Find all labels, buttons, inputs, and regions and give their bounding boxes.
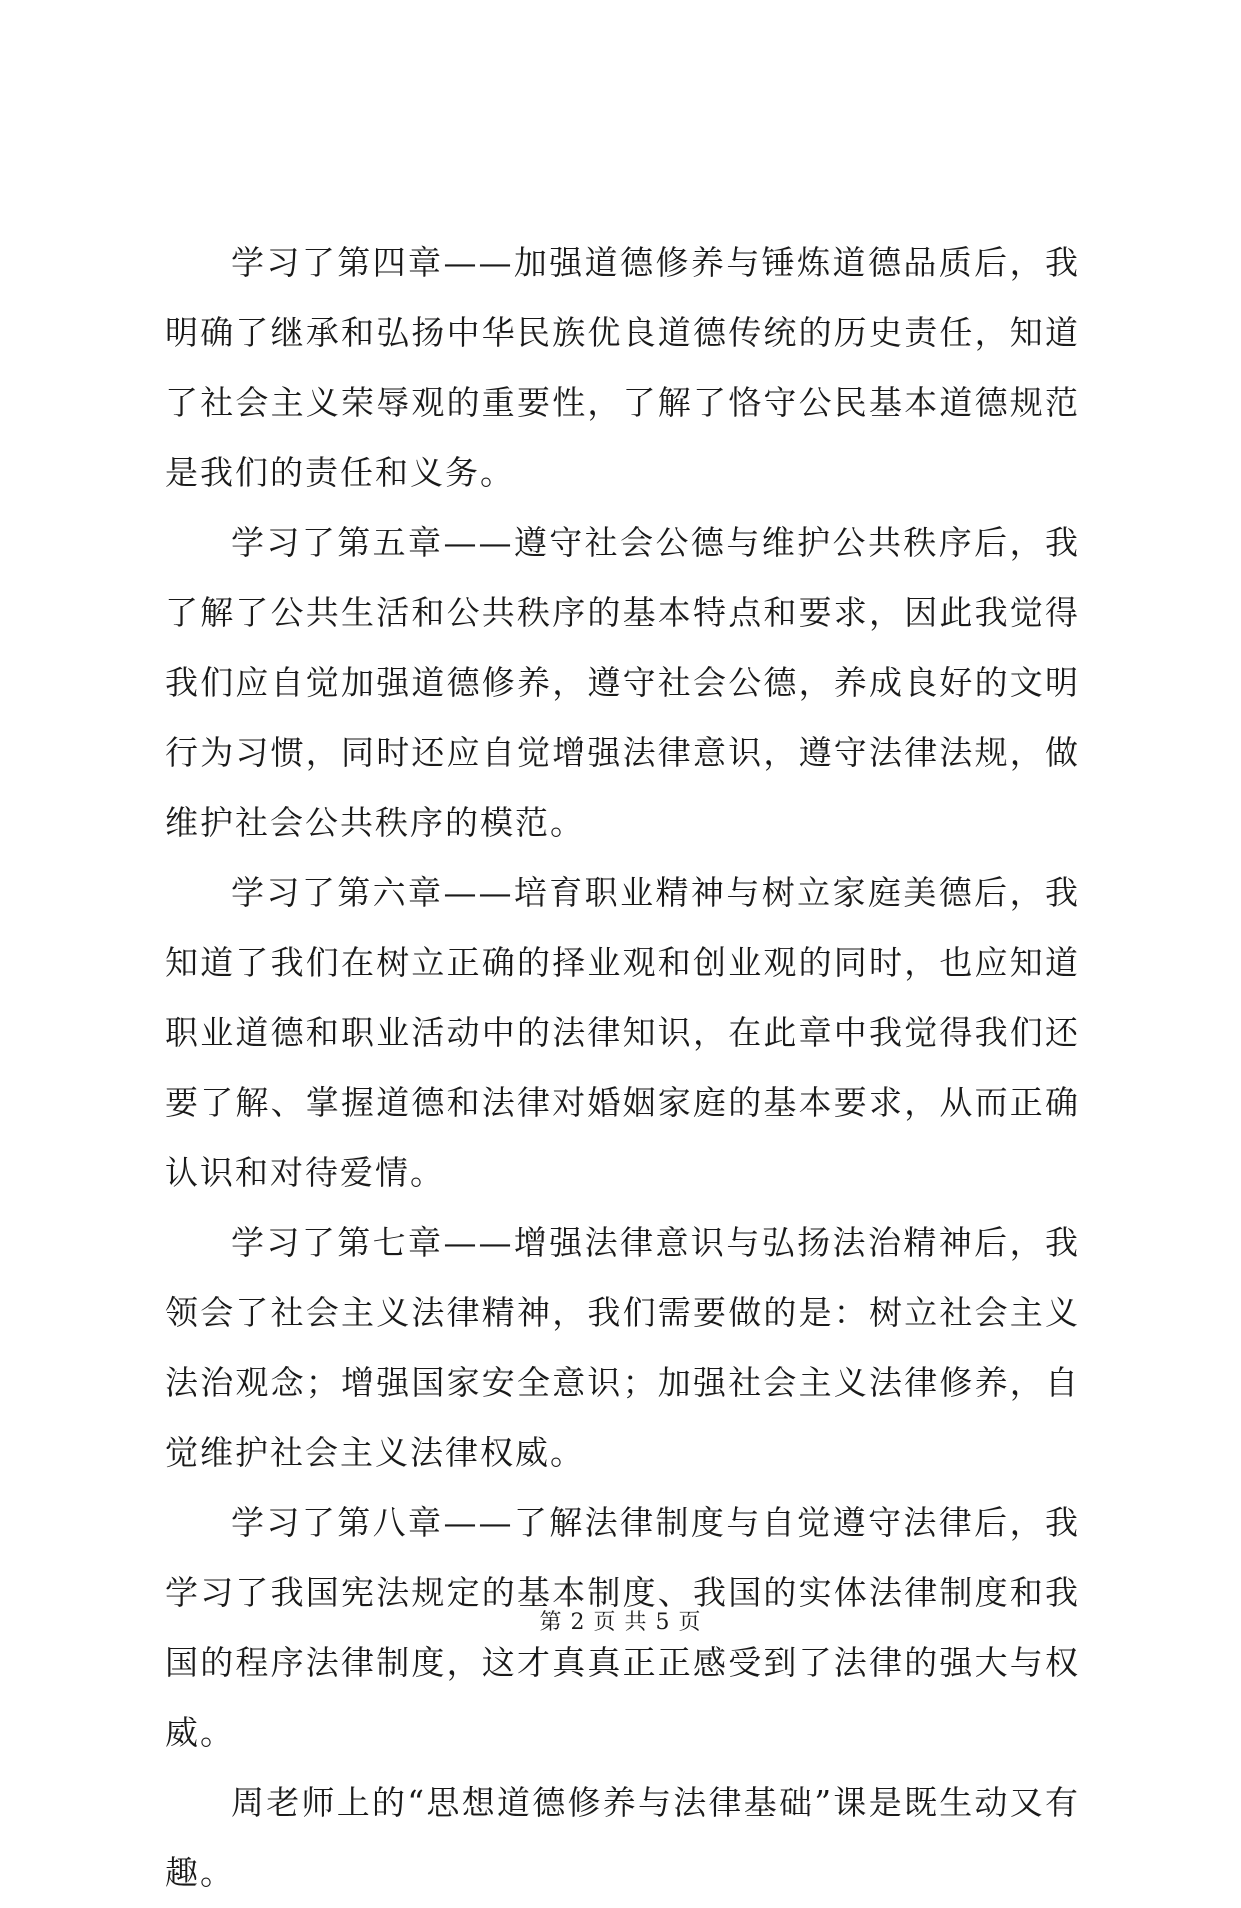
paragraph-chapter-4: 学习了第四章——加强道德修养与锤炼道德品质后，我明确了继承和弘扬中华民族优良道德传统的历史责任，知道了社会主义荣辱观的重要性，了解了恪守公民基本道德规范是我们的责任和义务。	[165, 243, 1080, 492]
paragraph-chapter-6: 学习了第六章——培育职业精神与树立家庭美德后，我知道了我们在树立正确的择业观和创业观的同时，也应知道职业道德和职业活动中的法律知识，在此章中我觉得我们还要了解、掌握道德和法律对婚姻家庭的基本要求，从而正确认识和对待爱情。	[165, 873, 1080, 1192]
page-number-footer: 第 2 页 共 5 页	[539, 1610, 702, 1635]
paragraph-chapter-8: 学习了第八章——了解法律制度与自觉遵守法律后，我学习了我国宪法规定的基本制度、我国的实体法律制度和我国的程序法律制度，这才真真正正感受到了法律的强大与权威。	[165, 1503, 1080, 1752]
document-body	[165, 228, 1080, 1908]
paragraph-chapter-7: 学习了第七章——增强法律意识与弘扬法治精神后，我领会了社会主义法律精神，我们需要做的是：树立社会主义法治观念；增强国家安全意识；加强社会主义法律修养，自觉维护社会主义法律权威。	[165, 1223, 1080, 1472]
paragraph-teacher-course: 周老师上的“思想道德修养与法律基础”课是既生动又有趣。	[165, 1783, 1080, 1892]
paragraph-chapter-5: 学习了第五章——遵守社会公德与维护公共秩序后，我了解了公共生活和公共秩序的基本特点和要求，因此我觉得我们应自觉加强道德修养，遵守社会公德，养成良好的文明行为习惯，同时还应自觉增强法律意识，遵守法律法规，做维护社会公共秩序的模范。	[165, 523, 1080, 842]
